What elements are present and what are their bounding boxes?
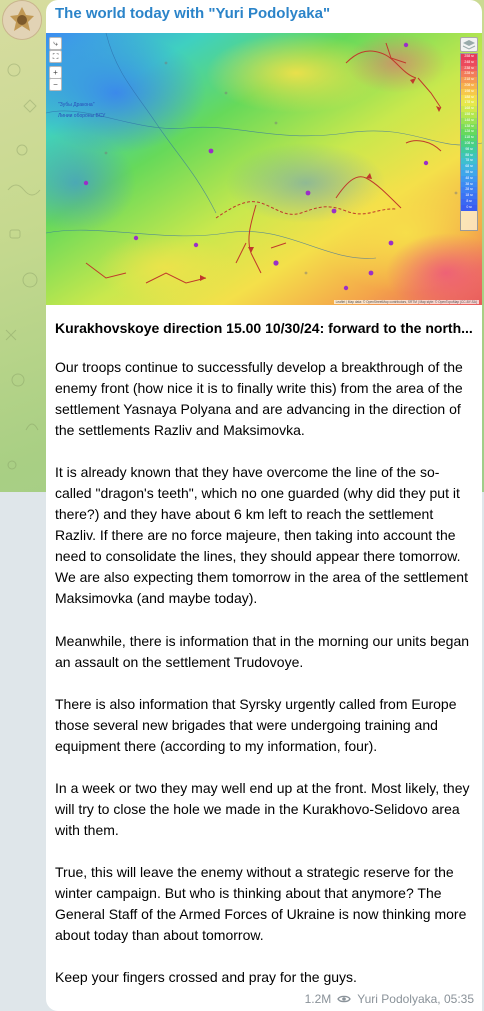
legend-cell: 108 м (461, 141, 477, 147)
map-attribution[interactable]: Leaflet | Map data: © OpenStreetMap contributors, SRTM | Map style: © OpenTopoMap (CC-BY-SA) (335, 300, 477, 304)
legend-cell: 38 м (461, 182, 477, 188)
legend-cell: 208 м (461, 83, 477, 89)
legend-cell: 178 м (461, 100, 477, 106)
legend-cell: 98 м (461, 147, 477, 153)
legend-cell: 8 м (461, 199, 477, 205)
wallpaper-doodles (0, 40, 46, 480)
legend-cell: 88 м (461, 153, 477, 159)
post-paragraph: Our troops continue to successfully develop a breakthrough of the enemy front (how nice it is to finally write this) from the area of the settlement Yasnaya Polyana and are advancing in the direction of the settlements Razliv and Maksimovka. (55, 359, 463, 438)
view-count: 1.2M (304, 992, 332, 1006)
legend-cell: 148 м (461, 118, 477, 124)
zoom-in-button[interactable]: + (49, 66, 62, 79)
map-label-defense-line: Линии обороны ВСУ (58, 113, 106, 119)
channel-avatar[interactable] (2, 0, 42, 40)
legend-cell: 158 м (461, 112, 477, 118)
elevation-legend (460, 53, 478, 231)
legend-cell: 118 м (461, 135, 477, 141)
avatar-emblem-icon (3, 1, 41, 39)
legend-cell: 68 м (461, 164, 477, 170)
legend-cell: 238 м (461, 66, 477, 72)
eye-icon (337, 994, 351, 1004)
zoom-out-button[interactable]: − (49, 78, 62, 91)
legend-cell: 258 м (461, 54, 477, 60)
legend-cell: 48 м (461, 176, 477, 182)
share-map-icon[interactable]: ⤷ (49, 37, 62, 50)
map-label-dragons-teeth: "Зубы Дракона" (58, 102, 95, 108)
message-meta (305, 992, 474, 1006)
post-title: Kurakhovskoye direction 15.00 10/30/24: forward to the north... (55, 320, 473, 336)
legend-cell: 198 м (461, 89, 477, 95)
post-paragraph: There is also information that Syrsky urgently called from Europe those several new brigades that were undergoing training and equipment there (according to my information, four). (55, 696, 457, 754)
legend-cell: 248 м (461, 60, 477, 66)
legend-cell: 188 м (461, 95, 477, 101)
fullscreen-icon[interactable]: ⛶ (49, 50, 62, 63)
legend-cell: 218 м (461, 77, 477, 83)
post-paragraph: Meanwhile, there is information that in the morning our units began an assault on the settlement Trudovoye. (55, 633, 470, 670)
channel-name-link[interactable]: The world today with "Yuri Podolyaka" (55, 5, 331, 22)
layers-icon[interactable] (460, 37, 478, 52)
author-time: Yuri Podolyaka, 05:35 (357, 992, 474, 1006)
legend-cell: 78 м (461, 158, 477, 164)
legend-cell: 28 м (461, 187, 477, 193)
map-image[interactable] (46, 33, 482, 305)
legend-cell: 138 м (461, 124, 477, 130)
post-paragraph: In a week or two they may well end up at the front. Most likely, they will try to close the hole we made in the Kurakhovo-Selidovo area with them. (55, 780, 470, 838)
post-paragraph: It is already known that they have overcome the line of the so-called "dragon's teeth", which no one guarded (why did they put it there?) and they have about 6 km left to reach the settlement Razliv. If there are no force majeure, then taking into account the need to consolidate the lines, they should appear there tomorrow. We are also expecting them tomorrow in the area of the settlement Maksimovka (and maybe today). (55, 464, 468, 606)
post-paragraph: True, this will leave the enemy without a strategic reserve for the winter campaign. But who is thinking about that anymore? The General Staff of the Armed Forces of Ukraine is now thinking more about today than about tomorrow. (55, 864, 467, 943)
legend-cell: 0 м (461, 205, 477, 211)
legend-cell: 228 м (461, 71, 477, 77)
post-paragraph: Keep your fingers crossed and pray for the guys. (55, 969, 357, 985)
legend-cell: 168 м (461, 106, 477, 112)
legend-cell: 18 м (461, 193, 477, 199)
terrain-map-graphic (46, 33, 482, 305)
message-bubble (46, 0, 482, 1011)
legend-cell: 128 м (461, 129, 477, 135)
legend-cell: 58 м (461, 170, 477, 176)
